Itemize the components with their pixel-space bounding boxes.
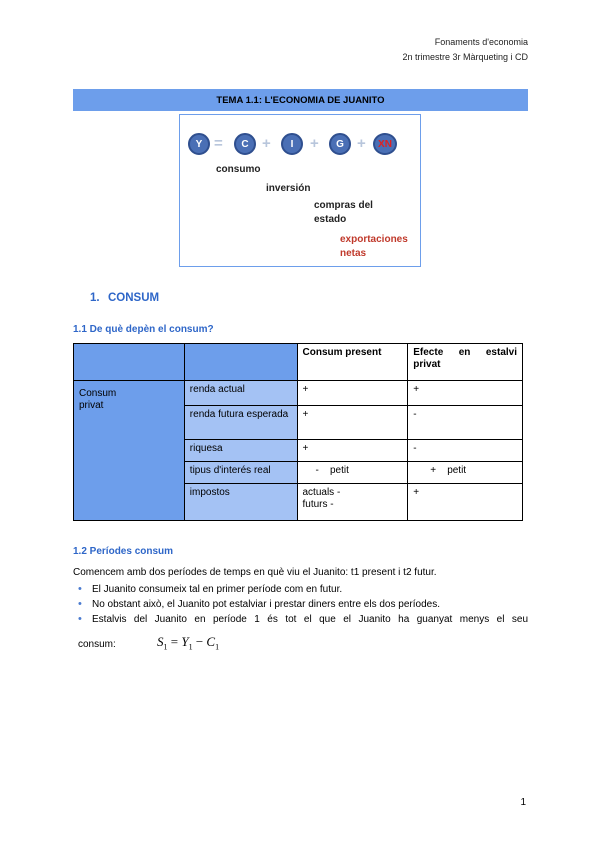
- bullet-list: [78, 582, 528, 652]
- table-row: [74, 381, 523, 406]
- list-item: • El Juanito consumeix tal en primer període com en futur.: [78, 582, 528, 597]
- plus-sign: +: [262, 135, 271, 152]
- cell-estalvi: +: [408, 484, 523, 521]
- table-corner-cell: [74, 344, 185, 381]
- gdp-equation-diagram: [179, 114, 421, 267]
- col-header-present: Consum present: [297, 344, 408, 381]
- symbol-xn: XN: [373, 133, 397, 155]
- cell-estalvi: -: [408, 406, 523, 440]
- cell-estalvi: + petit: [408, 462, 523, 484]
- plus-sign: +: [310, 135, 319, 152]
- list-item: • No obstant això, el Juanito pot estalviar i prestar diners entre els dos períodes.: [78, 597, 528, 612]
- label-consumo: consumo: [216, 164, 261, 175]
- row-label: riquesa: [184, 440, 297, 462]
- cell-present: +: [297, 440, 408, 462]
- section-heading-consum: 1. CONSUM: [90, 292, 160, 304]
- topic-title-bar: [73, 89, 528, 111]
- equals-sign: =: [214, 135, 223, 152]
- cell-present: +: [297, 406, 408, 440]
- symbol-i: I: [281, 133, 303, 155]
- table-header-row: [74, 344, 523, 381]
- page-number: 1: [520, 797, 526, 808]
- list-item-continuation: consum:: [78, 639, 116, 650]
- cell-present: - petit: [297, 462, 408, 484]
- consum-table: [73, 343, 523, 521]
- cell-estalvi: +: [408, 381, 523, 406]
- row-label: renda futura esperada: [184, 406, 297, 440]
- cell-present: +: [297, 381, 408, 406]
- label-inversion: inversión: [266, 183, 311, 194]
- subheading-periodes-consum: 1.2 Períodes consum: [73, 546, 174, 557]
- row-group-consum-privat: Consum privat: [74, 381, 185, 521]
- page-header: [402, 35, 528, 65]
- savings-formula: $S_1 = Y_1 - C_1$: [157, 634, 220, 652]
- topic-title: TEMA 1.1: L'ECONOMIA DE JUANITO: [216, 94, 385, 106]
- label-compras: compras del estado: [314, 200, 373, 225]
- label-exportaciones: exportaciones netas: [340, 234, 408, 259]
- symbol-y: Y: [188, 133, 210, 155]
- header-term: 2n trimestre 3r Màrqueting i CD: [402, 52, 528, 62]
- subheading-consum-depen: 1.1 De què depèn el consum?: [73, 324, 214, 335]
- row-label: impostos: [184, 484, 297, 521]
- list-item: • Estalvis del Juanito en període 1 és tot el que el Juanito ha guanyat menys el seu: [78, 612, 528, 627]
- intro-paragraph: Comencem amb dos períodes de temps en què viu el Juanito: t1 present i t2 futur.: [73, 567, 437, 578]
- col-header-estalvi: Efecte en estalvi privat: [408, 344, 523, 381]
- row-label: renda actual: [184, 381, 297, 406]
- row-label: tipus d'interés real: [184, 462, 297, 484]
- cell-estalvi: -: [408, 440, 523, 462]
- cell-present: actuals - futurs -: [297, 484, 408, 521]
- plus-sign: +: [357, 135, 366, 152]
- symbol-g: G: [329, 133, 351, 155]
- header-course: Fonaments d'economia: [434, 37, 528, 47]
- symbol-c: C: [234, 133, 256, 155]
- table-corner-cell: [184, 344, 297, 381]
